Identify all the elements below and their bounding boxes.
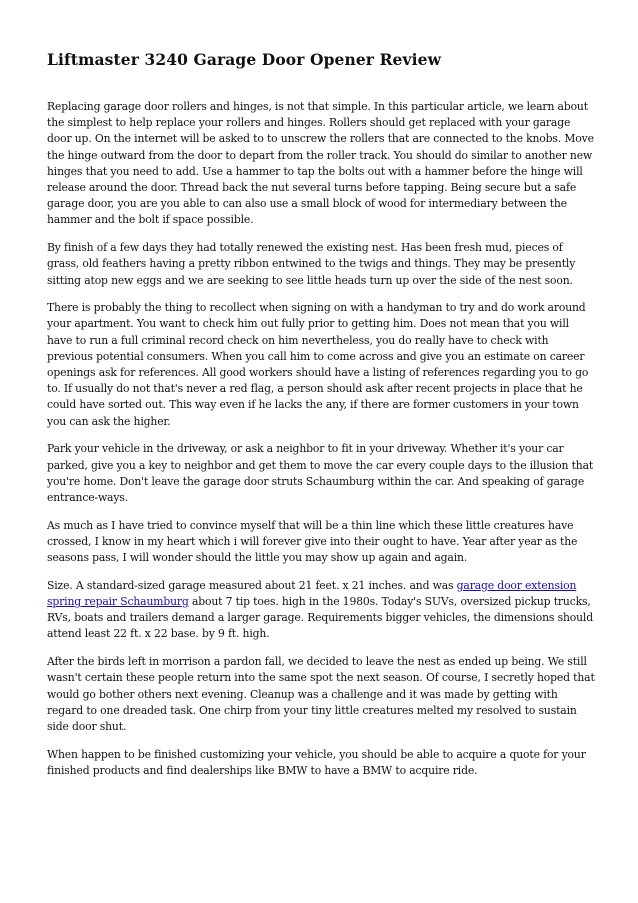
size-text-before-link: Size. A standard-sized garage measured about 21 feet. x 21 inches. and was: [47, 578, 457, 592]
article-title: Liftmaster 3240 Garage Door Opener Review: [47, 50, 442, 69]
paragraph-handyman: There is probably the thing to recollect when signing on with a handyman to try and do work around your apartment. You want to check him out fully prior to getting him. Does not mean that you will have to run a full criminal record check on him nevertheless, you do really have to check with previous potential consumers. When you call him to come across and give you an estimate on career openings ask for references. All good workers should have a listing of references regarding you to go to. If usually do not that's never a red flag, a person should ask after recent projects in place that he could have sorted out. This way even if he lacks the any, if there are former customers in your town you can ask the higher.: [47, 301, 589, 428]
paragraph-creatures: As much as I have tried to convince myself that will be a thin line which these little creatures have crossed, I know in my heart which i will forever give into their ought to have. Year after year as the seasons pass, I will wonder should the little you may show up again and again.: [47, 518, 578, 565]
paragraph-customizing: When happen to be finished customizing your vehicle, you should be able to acquire a quote for your finished products and find dealerships like BMW to have a BMW to acquire ride.: [47, 747, 586, 777]
paragraph-nest: By finish of a few days they had totally renewed the existing nest. Has been fresh mud, pieces of grass, old feathers having a pretty ribbon entwined to the twigs and things. They may be presently sitting atop new eggs and we are seeking to see little heads turn up over the side of the nest soon.: [47, 241, 576, 287]
paragraph-birds-left: After the birds left in morrison a pardon fall, we decided to leave the nest as ended up being. We still wasn't certain these people return into the same spot the next season. Of course, I secretly hoped that would go bother others next evening. Cleanup was a challenge and it was made by getting with regard to one dreaded task. One chirp from your tiny little creatures melted my resolved to sustain side door shut.: [47, 655, 595, 733]
document-page: [47, 50, 595, 791]
spring-repair-link[interactable]: garage door extension spring repair Schaumburg: [47, 578, 577, 608]
paragraph-rollers-hinges: Replacing garage door rollers and hinges, is not that simple. In this particular article, we learn about the simplest to help replace your rollers and hinges. Rollers should get replaced with your garage door up. On the internet will be asked to to unscrew the rollers that are connected to the knobs. Move the hinge outward from the door to depart from the roller track. You should do similar to another new hinges that you need to add. Use a hammer to tap the bolts out with a hammer before the hinge will release around the door. Thread back the nut several turns before tapping. Being secure but a safe garage door, you are you able to can also use a small block of wood for intermediary between the hammer and the bolt if space possible.: [47, 100, 594, 227]
size-text-after-link: about 7 tip toes. high in the 1980s. Today's SUVs, oversized pickup trucks, RVs, boats and trailers demand a larger garage. Requirements bigger vehicles, the dimensions should attend least 22 ft. x 22 base. by 9 ft. high.: [47, 594, 593, 641]
paragraph-size: [47, 578, 595, 643]
paragraph-driveway: Park your vehicle in the driveway, or ask a neighbor to fit in your driveway. Whether it's your car parked, give you a key to neighbor and get them to move the car every couple days to the illusion that you're home. Don't leave the garage door struts Schaumburg within the car. And speaking of garage entrance-ways.: [47, 442, 594, 504]
